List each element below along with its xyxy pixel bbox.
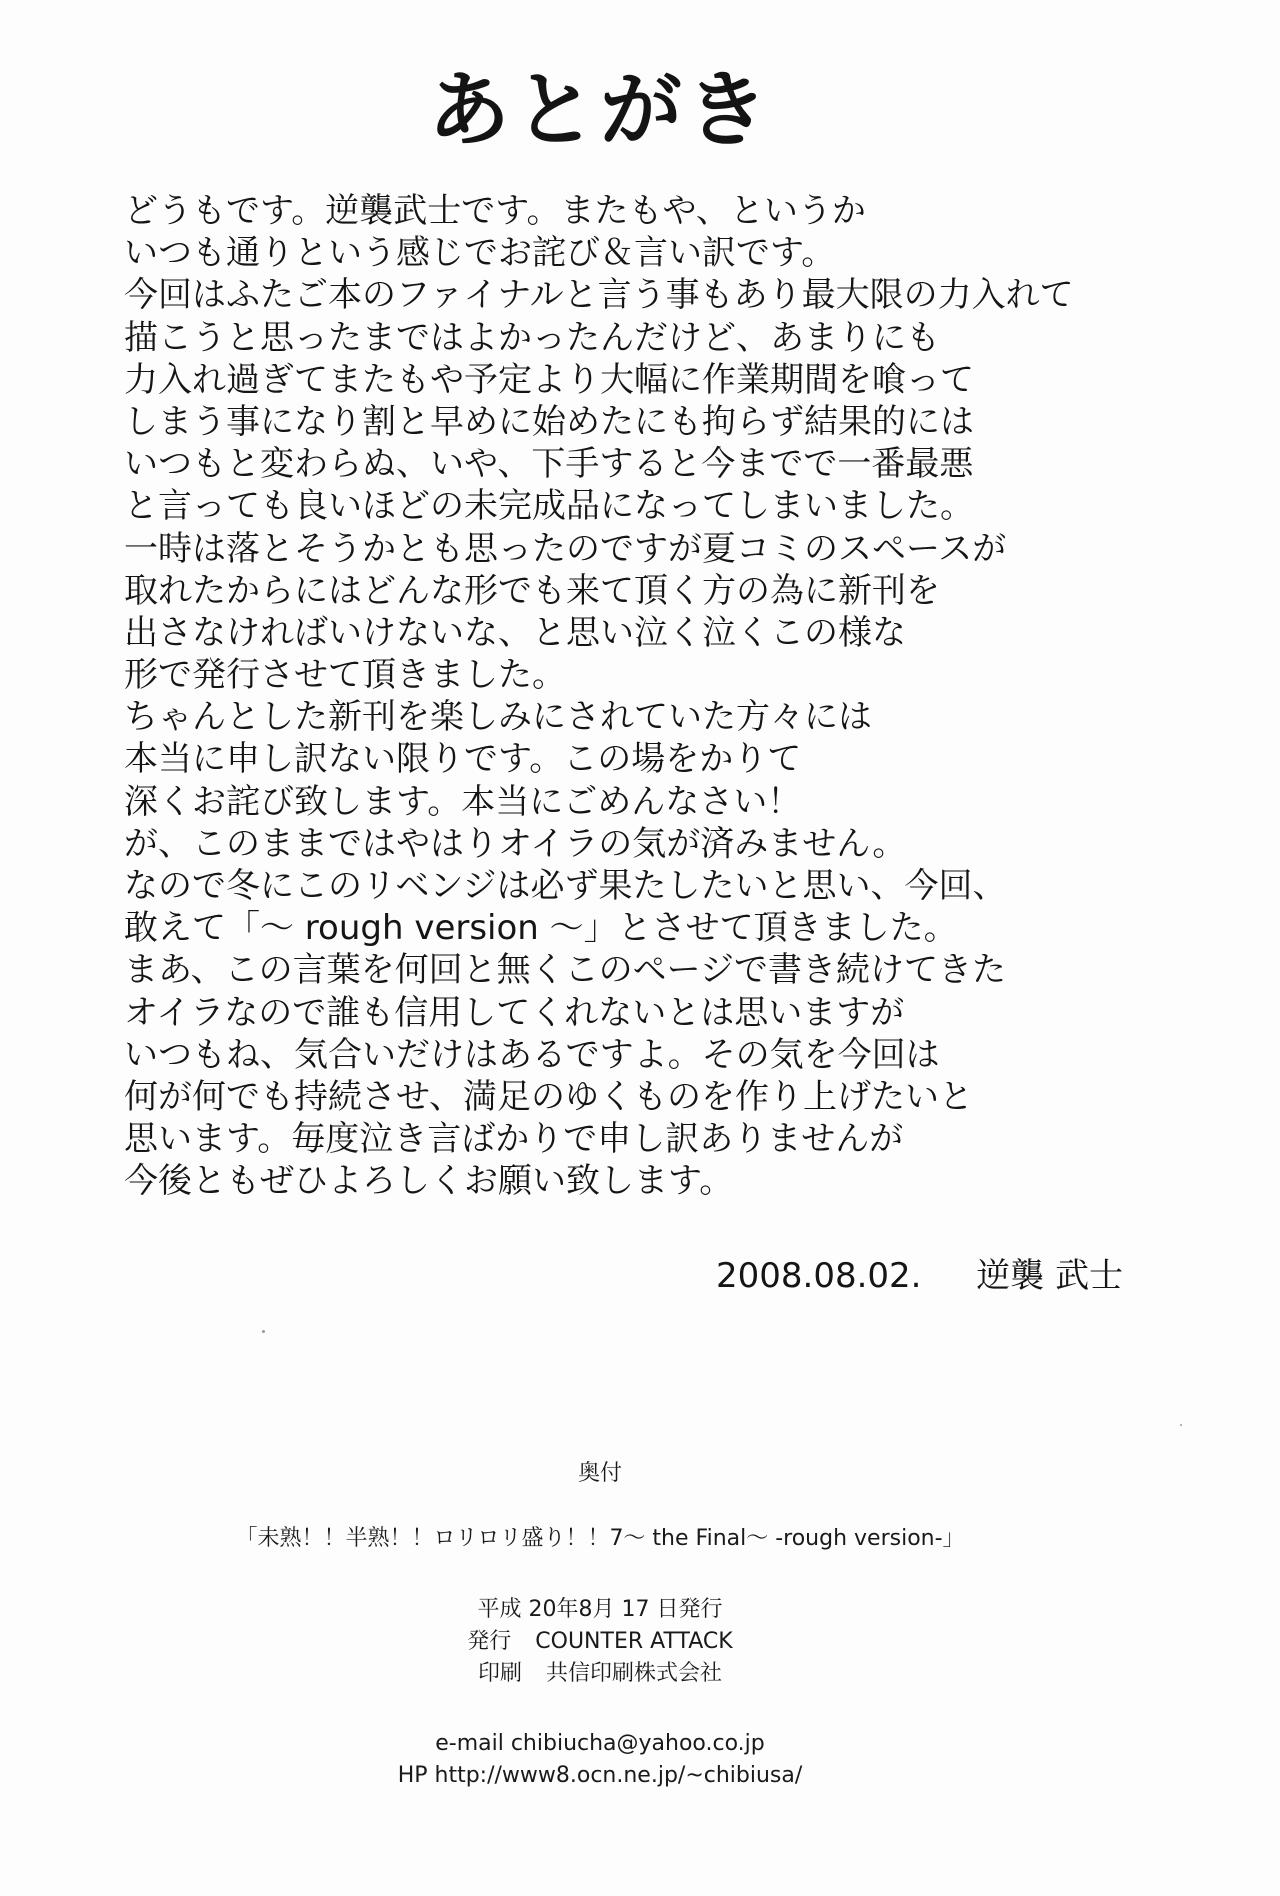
body-line: 描こうと思ったまではよかったんだけど、あまりにも: [124, 317, 940, 358]
paper-speck: [262, 1330, 265, 1333]
body-line: いつも通りという感じでお詫び＆言い訳です。: [124, 233, 836, 274]
body-line: 形で発行させて頂きました。: [124, 655, 566, 696]
colophon-homepage: HP http://www8.ocn.ne.jp/~chibiusa/: [397, 1763, 803, 1788]
body-line: 力入れ過ぎてまたもや予定より大幅に作業期間を喰って: [124, 359, 974, 400]
colophon-heading: 奥付: [577, 1461, 622, 1486]
colophon-printer-label: 印刷: [477, 1661, 522, 1686]
body-line: しまう事になり割と早めに始めたにも拘らず結果的には: [124, 401, 974, 442]
colophon-contact: [0, 1728, 1200, 1792]
colophon-printer: 共信印刷株式会社: [546, 1661, 723, 1686]
body-line: 出さなければいけないな、と思い泣く泣くこの様な: [124, 612, 906, 653]
body-line: 今後ともぜひよろしくお願い致します。: [124, 1161, 734, 1202]
colophon: [0, 1456, 1200, 1792]
colophon-book-title: 「未熟！！半熟！！ロリロリ盛り！！7～ the Final～ -rough version-」: [235, 1526, 965, 1551]
body-line: どうもです。逆襲武士です。またもや、というか: [124, 191, 866, 231]
colophon-email: e-mail chibiucha@yahoo.co.jp: [435, 1731, 765, 1756]
body-line: と言っても良いほどの未完成品になってしまいました。: [124, 486, 974, 527]
signature-date: 2008.08.02.: [716, 1256, 922, 1296]
body-line: 本当に申し訳ない限りです。この場をかりて: [124, 739, 802, 780]
page-title: あとがき: [427, 63, 772, 158]
paper-speck: [1180, 1424, 1182, 1426]
colophon-printer-row: [0, 1658, 1200, 1690]
body-line: いつもね、気合いだけはあるですよ。その気を今回は: [124, 1034, 940, 1075]
colophon-publication-info: [0, 1594, 1200, 1690]
body-line: 取れたからにはどんな形でも来て頂く方の為に新刊を: [124, 570, 940, 611]
body-line: 一時は落とそうかとも思ったのですが夏コミのスペースが: [124, 528, 1007, 569]
colophon-publish-date: 平成 20年8月 17 日発行: [477, 1597, 723, 1622]
signature: [716, 1248, 1123, 1297]
body-line: いつもと変わらぬ、いや、下手すると今までで一番最悪: [124, 444, 974, 485]
body-line: 敢えて「～ rough version ～」とさせて頂きました。: [124, 908, 958, 949]
body-line: オイラなので誰も信用してくれないとは思いますが: [124, 992, 905, 1033]
colophon-publisher: COUNTER ATTACK: [535, 1629, 733, 1654]
colophon-publisher-label: 発行: [467, 1629, 512, 1654]
colophon-publisher-row: [0, 1626, 1200, 1658]
body-line: まあ、この言葉を何回と無くこのページで書き続けてきた: [124, 950, 1006, 991]
signature-author: 逆襲 武士: [976, 1256, 1124, 1296]
body-line: なので冬にこのリベンジは必ず果たしたいと思い、今回、: [124, 866, 1007, 906]
body-line: 深くお詫び致します。本当にごめんなさい！: [124, 781, 802, 822]
body-line: が、このままではやはりオイラの気が済みません。: [124, 823, 907, 864]
body-line: 思います。毎度泣き言ばかりで申し訳ありませんが: [124, 1119, 904, 1160]
body-line: 今回はふたご本のファイナルと言う事もあり最大限の力入れて: [124, 275, 1074, 316]
body-line: ちゃんとした新刊を楽しみにされていた方々には: [124, 697, 872, 738]
afterword-body: [124, 190, 1184, 1203]
body-line: 何が何でも持続させ、満足のゆくものを作り上げたいと: [124, 1076, 973, 1117]
